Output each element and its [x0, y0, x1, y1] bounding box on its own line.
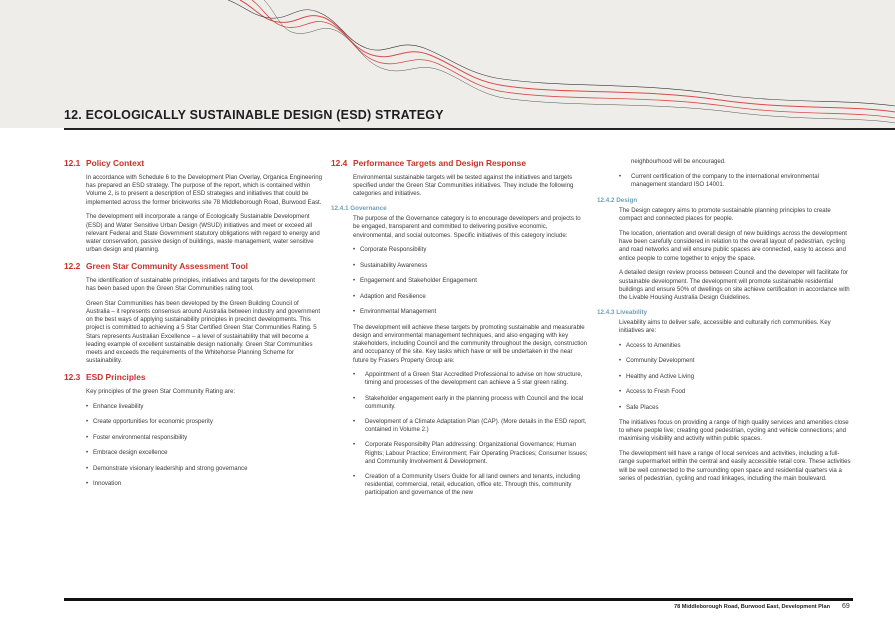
- paragraph: In accordance with Schedule 6 to the Development Plan Overlay, Organica Engineering has prepared an ESD strategy. The purpose of the report, which is contained within Volume 2, is to present a description of ESD strategies and initiatives that could be implemented across the former brickworks site 78 Middleborough Road, Burwood East.: [86, 174, 322, 206]
- paragraph-continued: neighbourhood will be encouraged.: [631, 158, 726, 165]
- list-item: • Corporate Responsibility: [353, 246, 589, 254]
- paragraph: The Design category aims to promote sustainable planning principles to create compact and connected places for people.: [619, 207, 831, 223]
- paragraph: Environmental sustainable targets will be tested against the initiatives and targets specified under the Green Star Communities initiatives. They include the following categories and initiatives.: [353, 174, 574, 198]
- list-item: • Current certification of the company to the international environmental management standard ISO 14001.: [619, 173, 853, 189]
- header-rule: [64, 128, 895, 130]
- esd-principles-list: [86, 403, 322, 489]
- list-item: • Create opportunities for economic prosperity: [86, 418, 322, 426]
- list-item: • Appointment of a Green Star Accredited Professional to advise on how structure, timing and processes of the development can achieve a 5 star green rating.: [353, 371, 589, 387]
- footer-rule: [64, 598, 853, 601]
- list-item: • Adaption and Resilience: [353, 293, 589, 301]
- list-item: • Innovation: [86, 480, 322, 488]
- page-title: 12. ECOLOGICALLY SUSTAINABLE DESIGN (ESD) STRATEGY: [64, 108, 444, 122]
- list-item: • Demonstrate visionary leadership and strong governance: [86, 465, 322, 473]
- subheading-design: 12.4.2 Design: [597, 197, 638, 205]
- list-item: • Foster environmental responsibility: [86, 434, 322, 442]
- list-item: • Environmental Management: [353, 308, 589, 316]
- paragraph: The initiatives focus on providing a range of high quality services and amenities close to where people live; creating good pedestrian, cycling and vehicle connections; and maximising visibility and activity within public spaces.: [619, 419, 849, 443]
- page-number: 69: [842, 603, 850, 610]
- paragraph: A detailed design review process between Council and the developer will facilitate for sustainable development. The development will promote sustainable residential buildings and ensure 50% of dwellings on site achieve certification in accordance with the Livable Housing Australia Design Guidelines.: [619, 269, 850, 301]
- paragraph: The development will incorporate a range of Ecologically Sustainable Development (ESD) and Water Sensitive Urban Design (WSUD) initiatives and meet or exceed all relevant Federal and State Government statutory obligations with regard to energy and water conservation, passive design of buildings, waste management, water sensitive urban design and planning.: [86, 213, 320, 254]
- list-item: • Access to Amenities: [619, 342, 853, 350]
- paragraph: Green Star Communities has been developed by the Green Building Council of Australia – it represents consensus around Australia between industry and government on the best ways of applying sustainability principles in precinct developments. This project is committed to achieving a 5 Star Certified Green Star Communities Rating. 5 Stars represents Australian Excellence – a level of sustainability that will become a leading example of excellent sustainable design nationally. Green Star Communities meets and exceeds the requirements of the Whitehorse Planning Scheme for sustainability.: [86, 299, 321, 365]
- liveability-initiatives-list: [619, 342, 853, 412]
- section-heading-green-star-tool: 12.2 Green Star Community Assessment Tool: [64, 260, 248, 271]
- paragraph: The identification of sustainable principles, initiatives and targets for the development has been based upon the Green Star Communities rating tool.: [86, 276, 315, 293]
- column-left: [64, 158, 322, 496]
- paragraph: The location, orientation and overall design of new buildings across the development have been carefully considered in relation to the overall layout of pedestrian, cycling and road networks and will ensure public spaces are connected, easy to access and entice people to come together to enjoy the space.: [619, 230, 847, 262]
- governance-tasks-list: [353, 371, 589, 497]
- list-item: • Enhance liveability: [86, 403, 322, 411]
- subheading-liveability: 12.4.3 Liveability: [597, 308, 648, 316]
- subheading-governance: 12.4.1 Governance: [331, 205, 387, 213]
- list-item: • Embrace design excellence: [86, 449, 322, 457]
- list-item: • Corporate Responsibilty Plan addressing: Organizational Governance; Human Rights; Labour Practice; Environment; Fair Operating Practices; Consumer Issues; and Community Involvement & Development.: [353, 441, 589, 466]
- section-heading-policy-context: 12.1 Policy Context: [64, 158, 145, 168]
- list-item: • Community Development: [619, 357, 853, 365]
- list-item: • Engagement and Stakeholder Engagement: [353, 277, 589, 285]
- footer-document-title: 78 Middleborough Road, Burwood East, Development Plan: [673, 604, 830, 610]
- list-item: • Safe Places: [619, 404, 853, 412]
- contour-line: [264, 0, 895, 123]
- paragraph: The development will achieve these targets by promoting sustainable and measurable design and environmental management techniques, and also engaging with key stakeholders, including Council and the community throughout the design, construction and occupancy of the site. Key tasks which have or will be undertaken in the near future by Frasers Property Group are:: [353, 323, 588, 364]
- list-item: • Access to Fresh Food: [619, 388, 853, 396]
- paragraph: Liveability aims to deliver safe, accessible and culturally rich communities. Key initiatives are:: [619, 318, 831, 334]
- paragraph: The purpose of the Governance category is to encourage developers and projects to be engaged, transparent and committed to delivering positive economic, environmental, and social outcomes. Specific initiatives of this category include:: [353, 215, 581, 239]
- list-item: • Healthy and Active Living: [619, 373, 853, 381]
- paragraph: The development will have a range of local services and activities, including a full-range supermarket within the central and easily accessible retail core. These activities will be well connected to the surrounding open space and residential quarters via a series of pedestrian, cycling and road linkages, including the main boulevard.: [619, 450, 851, 482]
- contour-line: [240, 0, 895, 112]
- column-right: [597, 158, 853, 489]
- list-item: • Development of a Climate Adaptation Plan (CAP). (More details in the ESD report, contained in Volume 2.): [353, 418, 589, 434]
- certification-list: [619, 173, 853, 189]
- section-heading-esd-principles: 12.3 ESD Principles: [64, 371, 146, 382]
- section-heading-performance-targets: 12.4 Performance Targets and Design Response: [331, 158, 526, 168]
- list-item: • Stakeholder engagement early in the planning process with Council and the local community.: [353, 395, 589, 411]
- governance-initiatives-list: [353, 246, 589, 316]
- list-item: • Creation of a Community Users Guide for all land owners and tenants, including residential, commercial, retail, education, office etc. Through this, community participation and governance of the new: [353, 473, 589, 498]
- paragraph: Key principles of the green Star Community Rating are:: [86, 387, 236, 395]
- list-item: • Sustainability Awareness: [353, 262, 589, 270]
- column-middle: [331, 158, 589, 505]
